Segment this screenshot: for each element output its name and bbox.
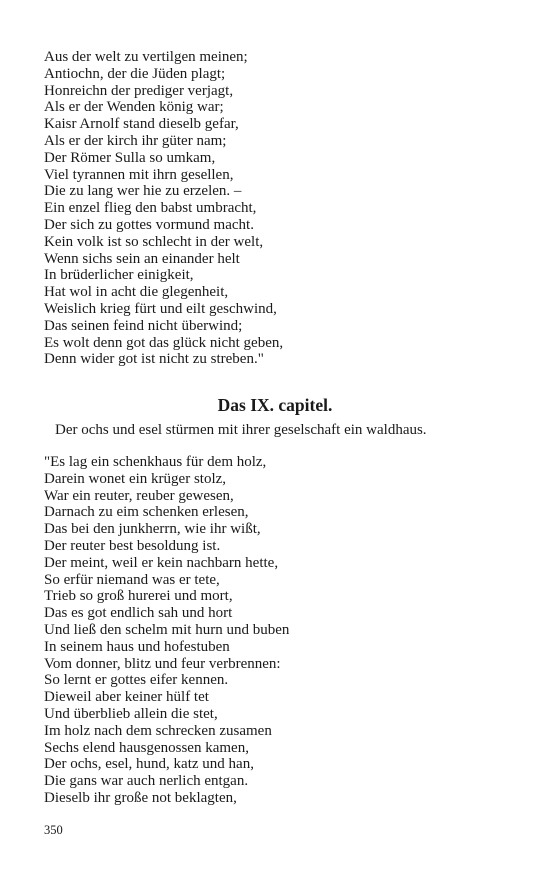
- verse-line: Sechs elend hausgenossen kamen,: [44, 739, 249, 756]
- verse-line: Im holz nach dem schrecken zusamen: [44, 722, 272, 739]
- verse-line: Denn wider got ist nicht zu streben.": [44, 351, 264, 368]
- verse-line: Der ochs, esel, hund, katz und han,: [44, 756, 254, 773]
- verse-line: Die zu lang wer hie zu erzelen. –: [44, 183, 242, 200]
- verse-line: Es wolt denn got das glück nicht geben,: [44, 334, 284, 351]
- verse-line: Vom donner, blitz und feur verbrennen:: [44, 655, 281, 672]
- verse-line: Der reuter best besoldung ist.: [44, 537, 221, 554]
- verse-line: Darnach zu eim schenken erlesen,: [44, 504, 249, 521]
- verse-line: Kaisr Arnolf stand dieselb gefar,: [44, 116, 239, 133]
- verse-line: Das es got endlich sah und hort: [44, 605, 233, 622]
- verse-line: Darein wonet ein krüger stolz,: [44, 470, 227, 487]
- verse-line: Und überblieb allein die stet,: [44, 705, 218, 722]
- verse-line: Als er der kirch ihr güter nam;: [44, 132, 227, 149]
- verse-line: Viel tyrannen mit ihrn gesellen,: [44, 166, 234, 183]
- verse-line: Die gans war auch nerlich entgan.: [44, 773, 249, 790]
- verse-line: Der Römer Sulla so umkam,: [44, 149, 216, 166]
- verse-line: Wenn sichs sein an einander helt: [44, 250, 240, 267]
- verse-line: Trieb so groß hurerei und mort,: [44, 588, 233, 605]
- verse-line: So lernt er gottes eifer kennen.: [44, 672, 229, 689]
- verse-line: Das bei den junkherrn, wie ihr wißt,: [44, 521, 261, 538]
- verse-line: Antiochn, der die Jüden plagt;: [44, 65, 226, 82]
- page-number: 350: [44, 823, 63, 837]
- verse-line: In seinem haus und hofestuben: [44, 638, 230, 655]
- verse-line: So erfür niemand was er tete,: [44, 571, 220, 588]
- verse-line: In brüderlicher einigkeit,: [44, 267, 194, 284]
- verse-line: Als er der Wenden könig war;: [44, 99, 224, 116]
- chapter-title: Das IX. capitel.: [217, 395, 333, 415]
- verse-block-bottom: [44, 454, 514, 807]
- verse-line: Hat wol in acht die glegenheit,: [44, 284, 229, 301]
- verse-line: Dieweil aber keiner hülf tet: [44, 689, 209, 706]
- verse-block-top: [44, 49, 514, 368]
- verse-line: Dieselb ihr große not beklagten,: [44, 789, 237, 806]
- verse-line: Das seinen feind nicht überwind;: [44, 317, 243, 334]
- verse-line: War ein reuter, reuber gewesen,: [44, 487, 234, 504]
- verse-line: Der sich zu gottes vormund macht.: [44, 216, 254, 233]
- verse-line: "Es lag ein schenkhaus für dem holz,: [44, 454, 267, 470]
- verse-line: Weislich krieg fürt und eilt geschwind,: [44, 300, 277, 317]
- verse-line: Ein enzel flieg den babst umbracht,: [44, 200, 257, 217]
- verse-line: Kein volk ist so schlecht in der welt,: [44, 233, 264, 250]
- verse-line: Aus der welt zu vertilgen meinen;: [44, 49, 248, 65]
- verse-line: Und ließ den schelm mit hurn und buben: [44, 621, 290, 638]
- chapter-summary: Der ochs und esel stürmen mit ihrer geselschaft ein waldhaus.: [55, 422, 427, 438]
- verse-line: Honreichn der prediger verjagt,: [44, 82, 234, 99]
- verse-line: Der meint, weil er kein nachbarn hette,: [44, 554, 279, 571]
